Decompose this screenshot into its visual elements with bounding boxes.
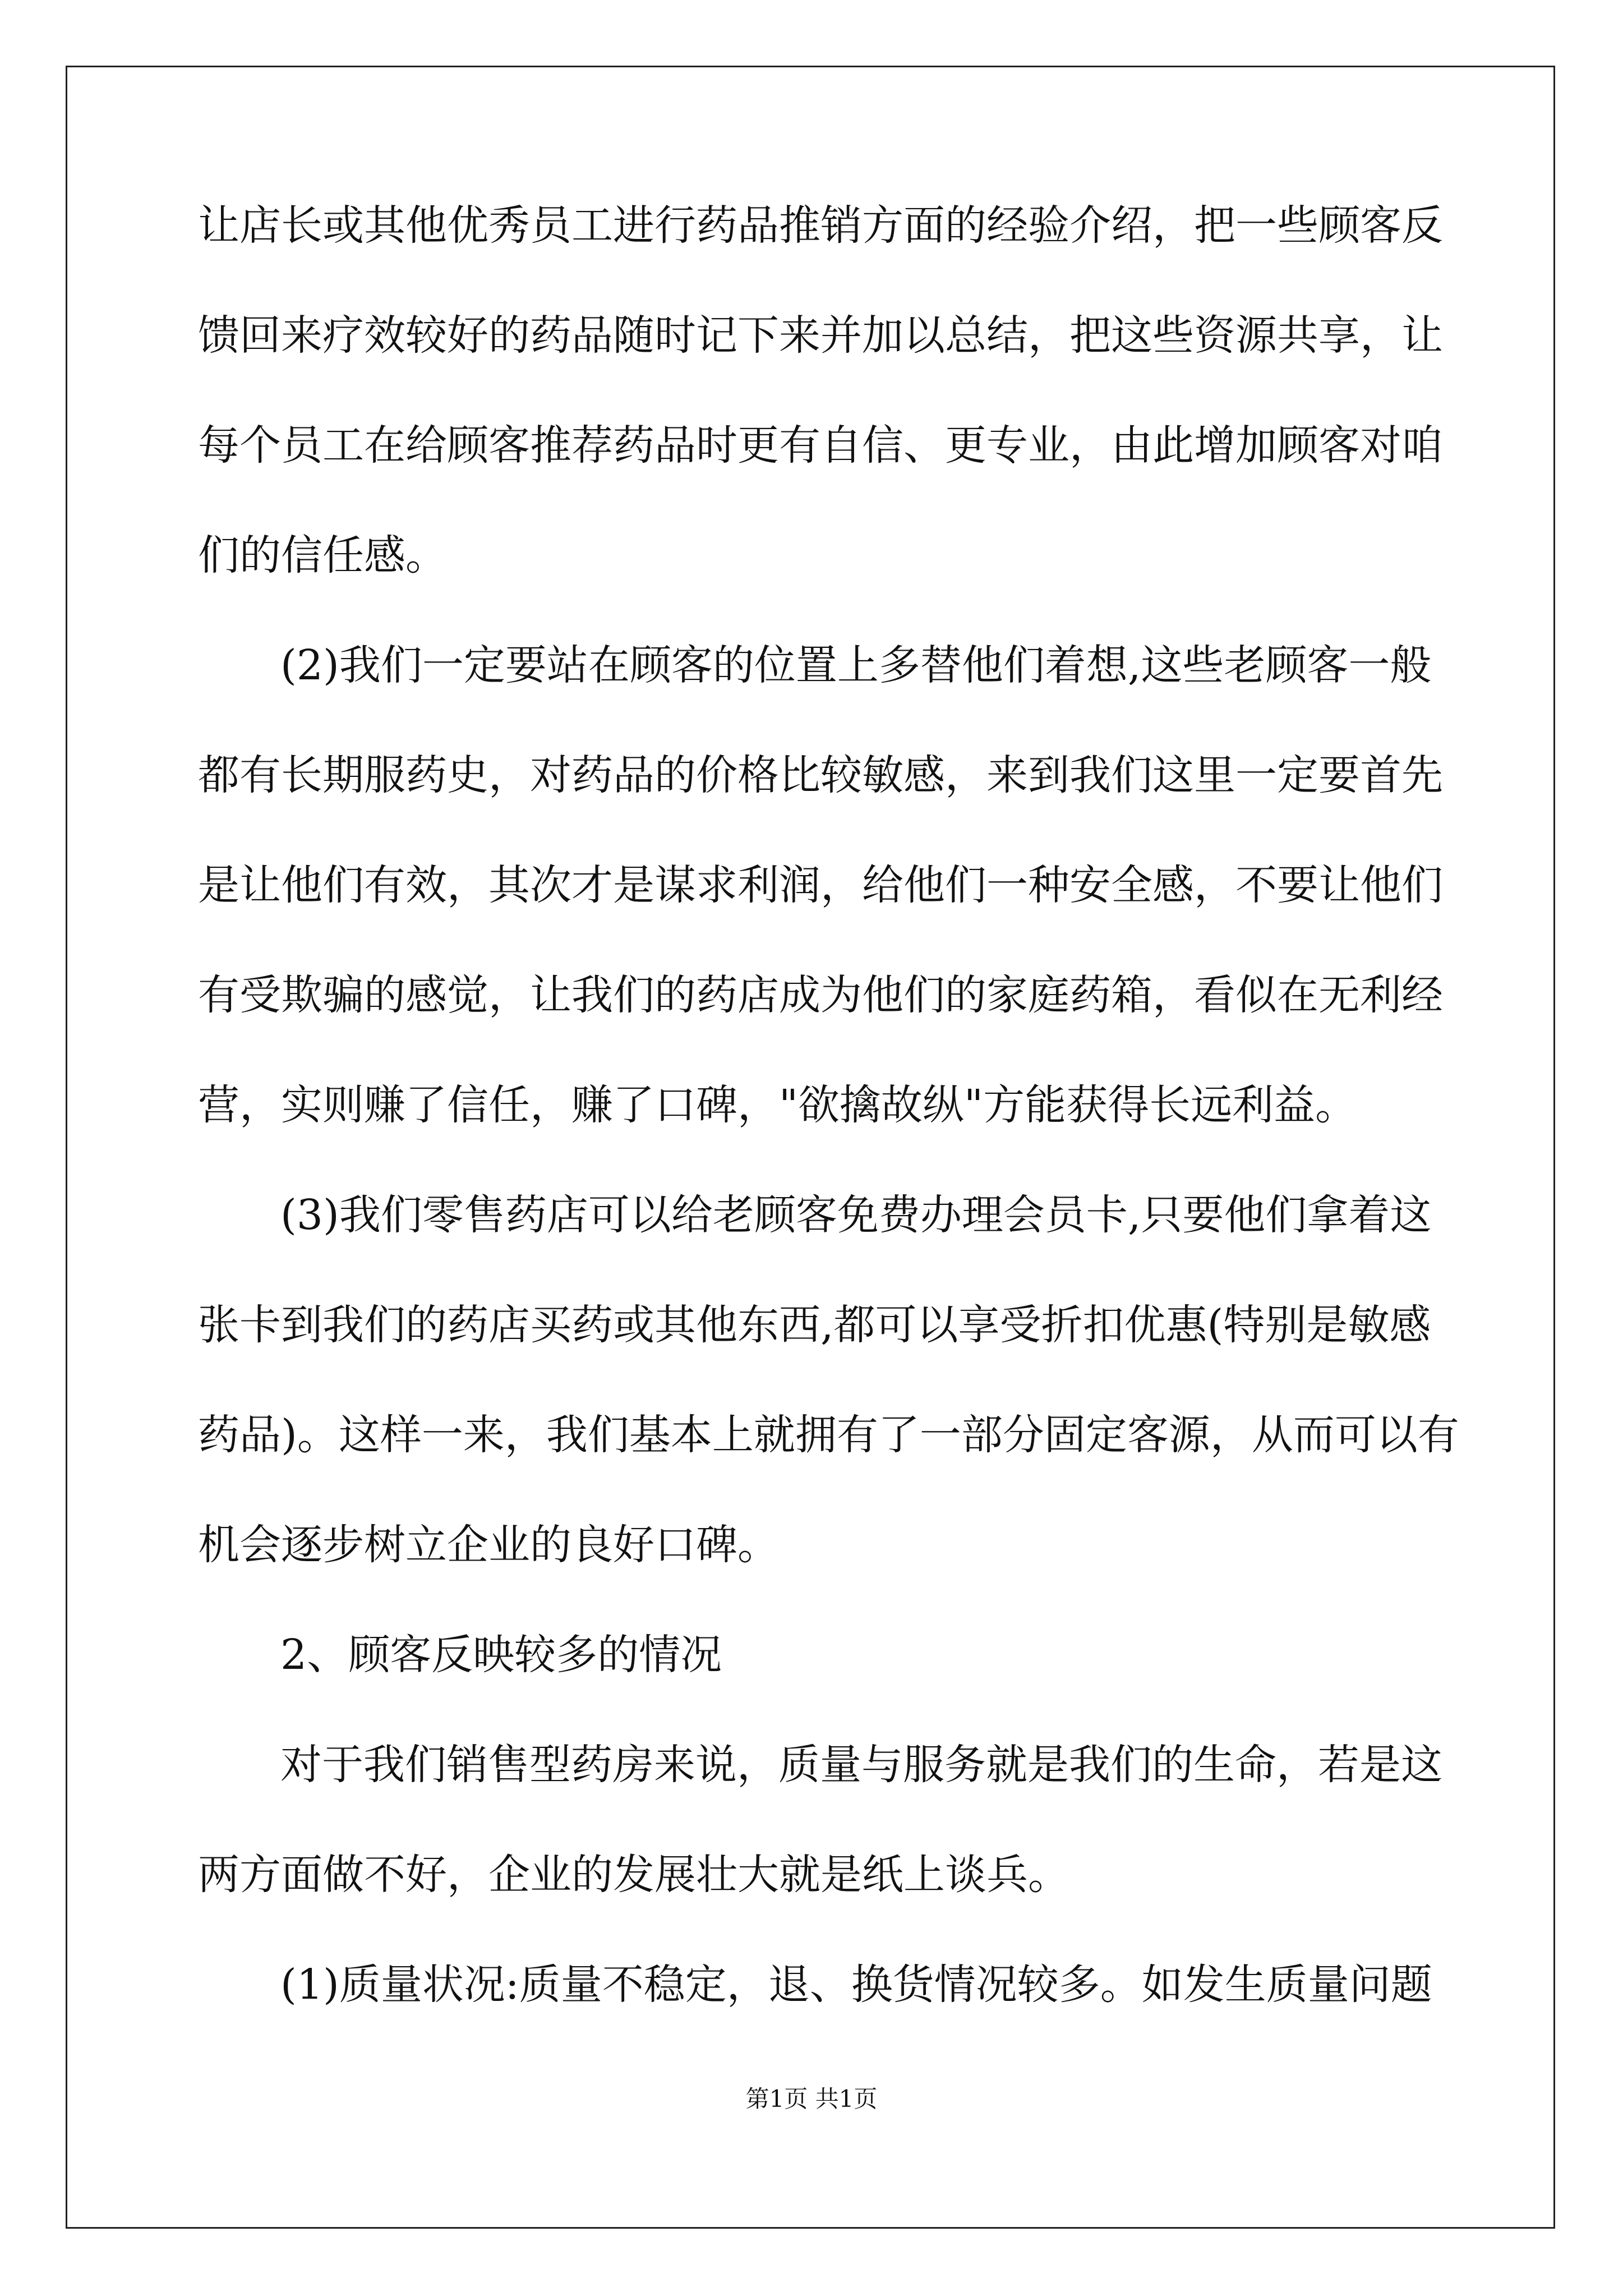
text-line: 两方面做不好，企业的发展壮大就是纸上谈兵。 <box>198 1851 1069 1899</box>
text-line: 让店长或其他优秀员工进行药品推销方面的经验介绍，把一些顾客反 <box>198 201 1443 250</box>
text-line: 机会逐步树立企业的良好口碑。 <box>198 1521 779 1569</box>
text-line: 是让他们有效，其次才是谋求利润，给他们一种安全感，不要让他们 <box>198 861 1443 909</box>
text-line: 营，实则赚了信任，赚了口碑，"欲擒故纵"方能获得长远利益。 <box>198 1081 1357 1129</box>
text-line: 张卡到我们的药店买药或其他东西,都可以享受折扣优惠(特别是敏感 <box>198 1301 1431 1349</box>
section-heading: 2、顾客反映较多的情况 <box>280 1631 722 1679</box>
text-line: 每个员工在给顾客推荐药品时更有自信、更专业，由此增加顾客对咱 <box>198 421 1443 470</box>
text-line: 馈回来疗效较好的药品随时记下来并加以总结，把这些资源共享，让 <box>198 311 1443 360</box>
paragraph-start-line: (1)质量状况:质量不稳定，退、换货情况较多。如发生质量问题 <box>280 1961 1432 2009</box>
text-line: 都有长期服药史，对药品的价格比较敏感，来到我们这里一定要首先 <box>198 751 1443 799</box>
text-line: 们的信任感。 <box>198 531 447 579</box>
text-line: 药品)。这样一来，我们基本上就拥有了一部分固定客源，从而可以有 <box>198 1411 1459 1459</box>
paragraph-start-line: 对于我们销售型药房来说，质量与服务就是我们的生命，若是这 <box>280 1741 1442 1789</box>
paragraph-start-line: (2)我们一定要站在顾客的位置上多替他们着想,这些老顾客一般 <box>280 641 1432 689</box>
text-line: 有受欺骗的感觉，让我们的药店成为他们的家庭药箱，看似在无利经 <box>198 971 1443 1019</box>
paragraph-start-line: (3)我们零售药店可以给老顾客免费办理会员卡,只要他们拿着这 <box>280 1191 1432 1239</box>
page-border <box>66 66 1555 2229</box>
page-footer: 第1页 共1页 <box>745 2085 878 2113</box>
